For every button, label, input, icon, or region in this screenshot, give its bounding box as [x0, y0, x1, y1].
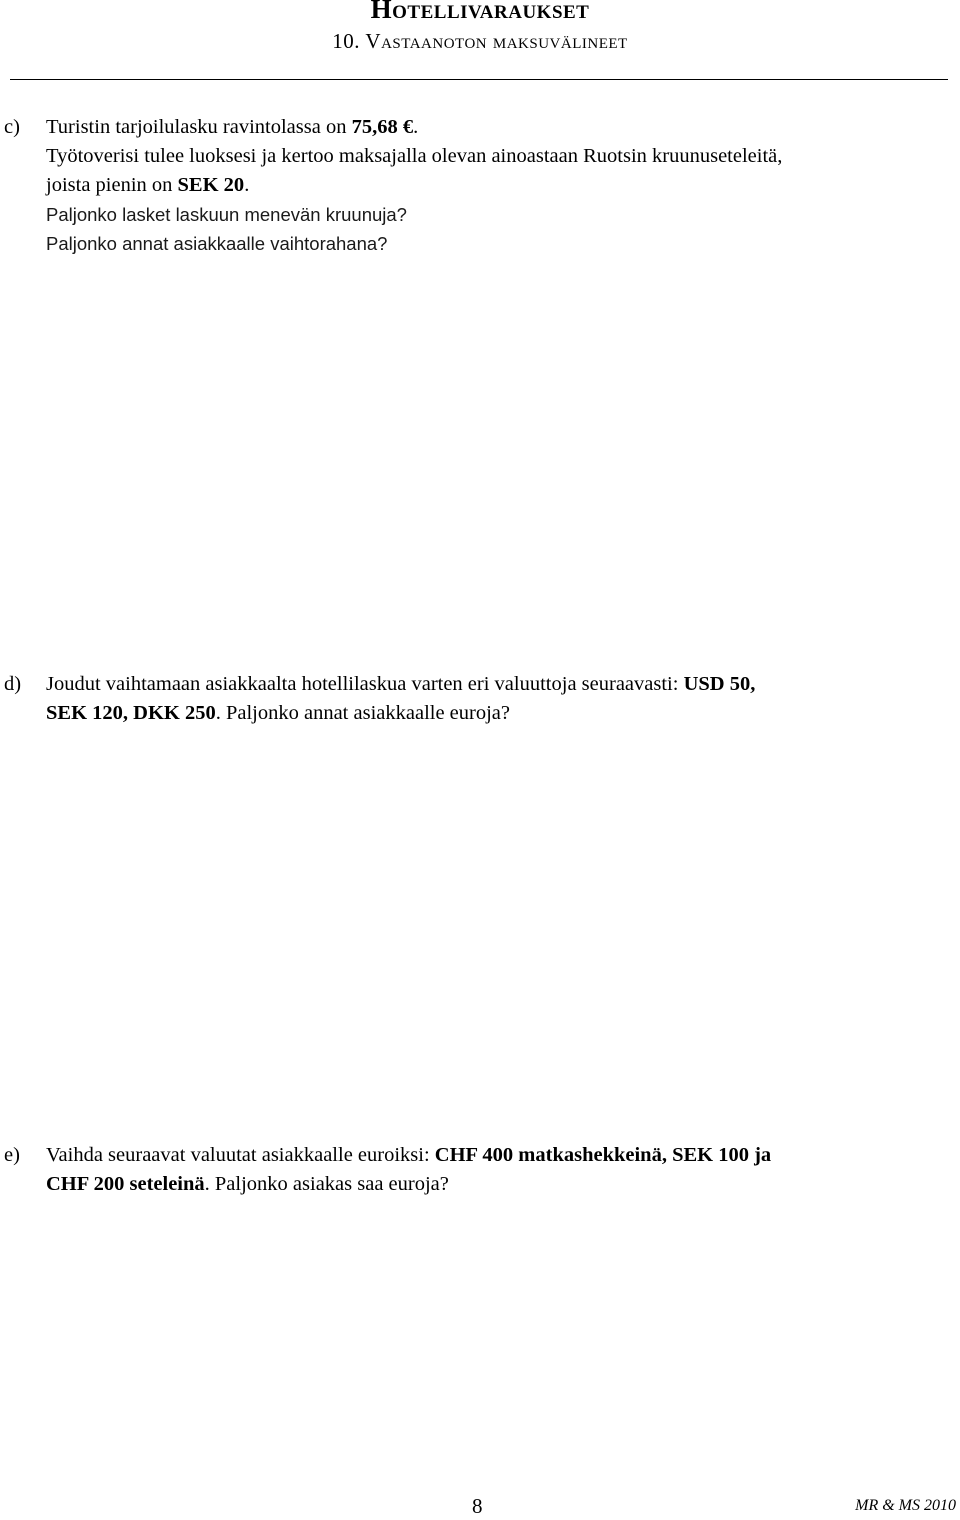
- task-d-currency-1: USD 50,: [683, 673, 756, 695]
- task-d-line-1: [46, 670, 956, 699]
- task-c-punct: .: [413, 116, 419, 138]
- task-d-currency-2: SEK 120, DKK 250: [46, 702, 216, 724]
- task-d-marker: d): [4, 673, 22, 695]
- task-c-body: [46, 113, 956, 258]
- task-e-currency-2: CHF 200 seteleinä: [46, 1173, 205, 1195]
- task-e-currency-1: CHF 400 matkashekkeinä, SEK 100 ja: [434, 1144, 772, 1166]
- task-d-text: Joudut vaihtamaan asiakkaalta hotellilaskua varten eri valuuttoja seuraavasti:: [46, 673, 684, 695]
- task-d-question: . Paljonko annat asiakkaalle euroja?: [215, 702, 511, 724]
- page-subtitle: 10. Vastaanoton maksuvälineet: [332, 29, 628, 53]
- task-c-punct-2: .: [244, 174, 250, 196]
- task-e-marker: e): [4, 1144, 20, 1166]
- task-c-line-2: Työtoverisi tulee luoksesi ja kertoo maksajalla olevan ainoastaan Ruotsin kruunuseteleitä,: [46, 145, 783, 167]
- task-e-question: . Paljonko asiakas saa euroja?: [204, 1173, 449, 1195]
- task-c-line-1: [46, 113, 956, 142]
- task-c-line-3: [46, 171, 956, 200]
- task-c-question-1: Paljonko lasket laskuun menevän kruunuja?: [46, 204, 407, 225]
- task-c-amount: 75,68 €: [351, 116, 414, 138]
- task-c-currency: SEK 20: [177, 174, 245, 196]
- page-title: Hotellivaraukset: [370, 0, 590, 24]
- footer-credit: MR & MS 2010: [855, 1497, 956, 1514]
- task-c-question-2: Paljonko annat asiakkaalle vaihtorahana?: [46, 233, 388, 254]
- task-e-line-1: [46, 1141, 956, 1170]
- task-d-body: [46, 670, 956, 728]
- task-e-line-2: [46, 1170, 956, 1199]
- task-e-text: Vaihda seuraavat valuutat asiakkaalle euroiksi:: [46, 1144, 435, 1166]
- page-number: 8: [472, 1494, 483, 1518]
- task-c-text-2: joista pienin on: [46, 174, 178, 196]
- task-c-text: Turistin tarjoilulasku ravintolassa on: [46, 116, 352, 138]
- page-header: [0, 0, 960, 54]
- task-c-marker: c): [4, 116, 20, 138]
- task-e-body: [46, 1141, 956, 1199]
- header-rule: [10, 79, 948, 80]
- task-d-line-2: [46, 699, 956, 728]
